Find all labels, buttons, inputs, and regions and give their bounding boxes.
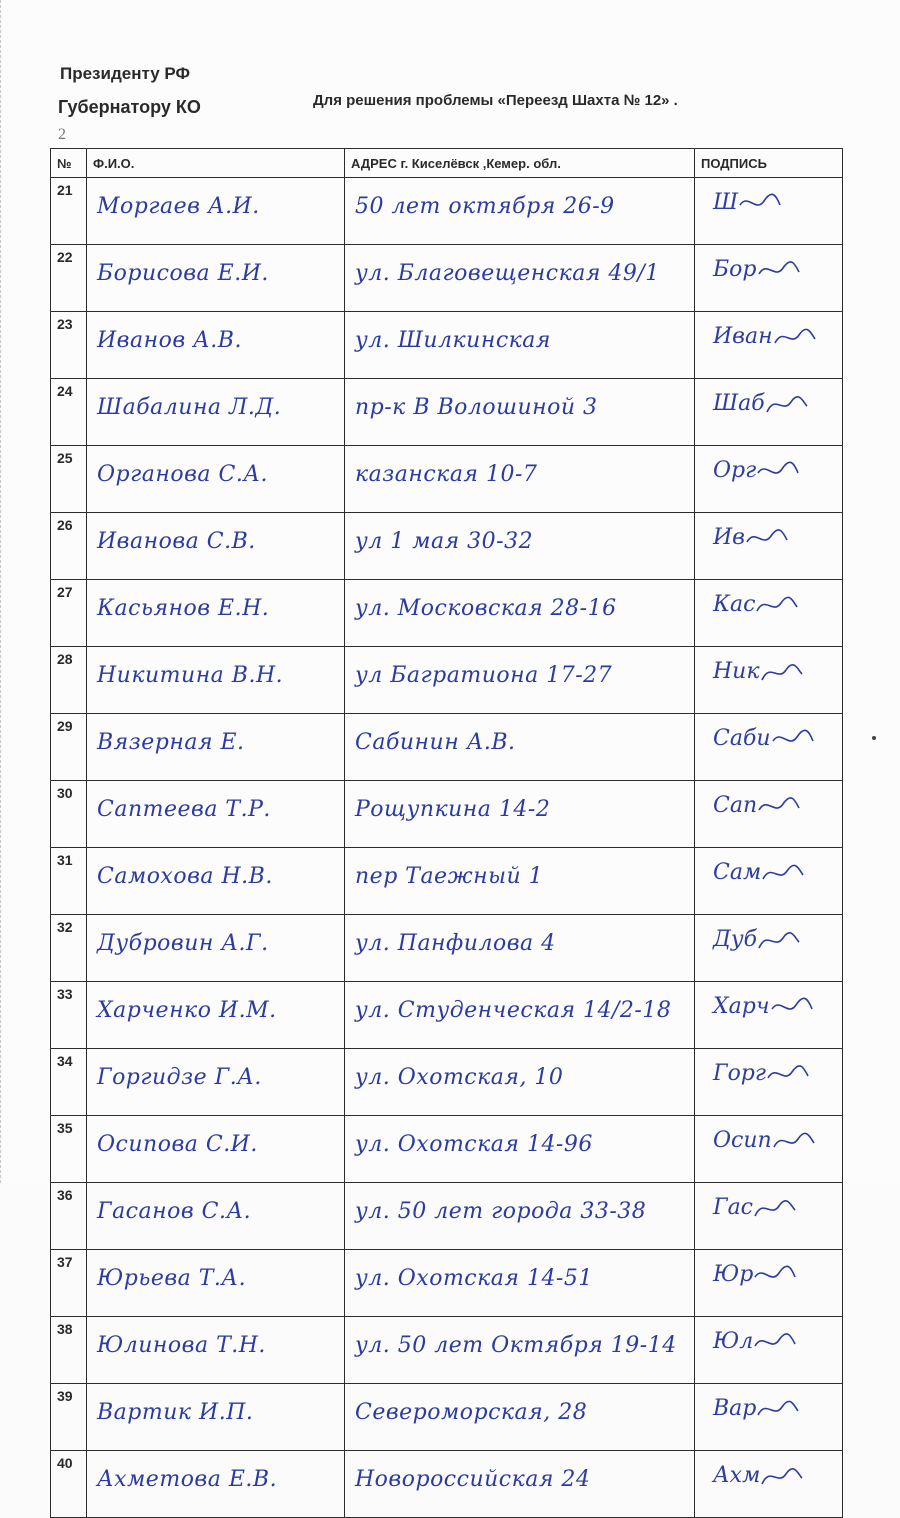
row-address: ул Багратиона 17-27 [345, 647, 695, 714]
petition-purpose: Для решения проблемы «Переезд Шахта № 12» . [313, 92, 678, 109]
table-row [51, 647, 843, 714]
row-number: 21 [51, 178, 87, 245]
signature-flourish [770, 995, 814, 1019]
row-name: Вартик И.П. [87, 1384, 345, 1451]
row-number: 26 [51, 513, 87, 580]
row-name: Ахметова Е.В. [87, 1451, 345, 1518]
row-name: Харченко И.М. [87, 982, 345, 1049]
stray-handwritten-mark: 2 [58, 126, 66, 143]
signature-flourish [773, 325, 817, 349]
signature-flourish [738, 191, 782, 215]
table-row [51, 178, 843, 245]
row-number: 34 [51, 1049, 87, 1116]
signature-flourish [755, 593, 799, 617]
row-signature: Иван [695, 312, 843, 379]
row-signature: Вар [695, 1384, 843, 1451]
row-name: Борисова Е.И. [87, 245, 345, 312]
table-row [51, 580, 843, 647]
row-address: ул. Охотская 14-51 [345, 1250, 695, 1317]
row-name: Касьянов Е.Н. [87, 580, 345, 647]
row-name: Вязерная Е. [87, 714, 345, 781]
signature-flourish [753, 1330, 797, 1354]
row-address: ул 1 мая 30-32 [345, 513, 695, 580]
row-number: 30 [51, 781, 87, 848]
row-address: Североморская, 28 [345, 1384, 695, 1451]
row-signature: Шаб [695, 379, 843, 446]
row-signature: Харч [695, 982, 843, 1049]
row-name: Саптеева Т.Р. [87, 781, 345, 848]
signature-flourish [753, 1263, 797, 1287]
table-row [51, 312, 843, 379]
signature-flourish [761, 861, 805, 885]
table-row [51, 1183, 843, 1250]
row-signature: Ш [695, 178, 843, 245]
row-signature: Гас [695, 1183, 843, 1250]
row-signature: Юл [695, 1317, 843, 1384]
row-number: 39 [51, 1384, 87, 1451]
row-name: Юрьева Т.А. [87, 1250, 345, 1317]
table-row [51, 1317, 843, 1384]
row-number: 35 [51, 1116, 87, 1183]
signature-flourish [753, 1196, 797, 1220]
row-signature: Ив [695, 513, 843, 580]
row-name: Гасанов С.А. [87, 1183, 345, 1250]
row-number: 37 [51, 1250, 87, 1317]
signature-flourish [757, 258, 801, 282]
row-number: 24 [51, 379, 87, 446]
table-row [51, 781, 843, 848]
row-number: 40 [51, 1451, 87, 1518]
signature-flourish [771, 727, 815, 751]
row-signature: Ахм [695, 1451, 843, 1518]
row-address: Рощупкина 14-2 [345, 781, 695, 848]
row-signature: Бор [695, 245, 843, 312]
row-signature: Сап [695, 781, 843, 848]
table-header-row [51, 149, 843, 178]
row-number: 27 [51, 580, 87, 647]
column-header-number: № [51, 149, 87, 178]
row-name: Никитина В.Н. [87, 647, 345, 714]
table-row [51, 714, 843, 781]
signature-flourish [772, 1129, 816, 1153]
signature-flourish [766, 1062, 810, 1086]
row-signature: Юр [695, 1250, 843, 1317]
row-address: ул. Шилкинская [345, 312, 695, 379]
row-number: 23 [51, 312, 87, 379]
row-number: 22 [51, 245, 87, 312]
row-number: 28 [51, 647, 87, 714]
table-row [51, 379, 843, 446]
signature-flourish [765, 392, 809, 416]
row-number: 38 [51, 1317, 87, 1384]
row-number: 25 [51, 446, 87, 513]
table-row [51, 848, 843, 915]
signature-flourish [745, 526, 789, 550]
row-signature: Сам [695, 848, 843, 915]
signature-flourish [757, 794, 801, 818]
row-address: ул. Студенческая 14/2-18 [345, 982, 695, 1049]
row-address: ул. Охотская 14-96 [345, 1116, 695, 1183]
row-name: Органова С.А. [87, 446, 345, 513]
row-address: казанская 10-7 [345, 446, 695, 513]
row-address: ул. Благовещенская 49/1 [345, 245, 695, 312]
column-header-name: Ф.И.О. [87, 149, 345, 178]
row-name: Шабалина Л.Д. [87, 379, 345, 446]
row-signature: Дуб [695, 915, 843, 982]
row-name: Иванов А.В. [87, 312, 345, 379]
scan-edge [0, 0, 9, 1183]
table-row [51, 1384, 843, 1451]
table-row [51, 513, 843, 580]
column-header-signature: ПОДПИСЬ [695, 149, 843, 178]
speck [872, 736, 876, 740]
row-address: ул. Московская 28-16 [345, 580, 695, 647]
addressee-president: Президенту РФ [60, 64, 191, 83]
row-number: 36 [51, 1183, 87, 1250]
row-name: Самохова Н.В. [87, 848, 345, 915]
row-number: 31 [51, 848, 87, 915]
row-address: ул. 50 лет города 33-38 [345, 1183, 695, 1250]
row-address: ул. Панфилова 4 [345, 915, 695, 982]
table-row [51, 1049, 843, 1116]
table-row [51, 982, 843, 1049]
signature-flourish [756, 1397, 800, 1421]
addressee-governor: Губернатору КО [58, 97, 201, 117]
row-signature: Саби [695, 714, 843, 781]
row-name: Горгидзе Г.А. [87, 1049, 345, 1116]
row-name: Дубровин А.Г. [87, 915, 345, 982]
row-signature: Осип [695, 1116, 843, 1183]
signature-flourish [756, 459, 800, 483]
row-name: Моргаев А.И. [87, 178, 345, 245]
signature-flourish [760, 1464, 804, 1488]
table-row [51, 446, 843, 513]
table-row [51, 1250, 843, 1317]
row-address: 50 лет октября 26-9 [345, 178, 695, 245]
row-number: 29 [51, 714, 87, 781]
row-address: пер Таежный 1 [345, 848, 695, 915]
table-row [51, 1451, 843, 1518]
row-address: пр-к В Волошиной 3 [345, 379, 695, 446]
signature-rows [51, 178, 843, 1518]
row-address: Сабинин А.В. [345, 714, 695, 781]
row-name: Юлинова Т.Н. [87, 1317, 345, 1384]
row-name: Осипова С.И. [87, 1116, 345, 1183]
signature-flourish [757, 928, 801, 952]
row-signature: Орг [695, 446, 843, 513]
row-number: 32 [51, 915, 87, 982]
row-address: ул. 50 лет Октября 19-14 [345, 1317, 695, 1384]
row-address: Новороссийская 24 [345, 1451, 695, 1518]
signature-table [50, 148, 843, 1518]
table-row [51, 245, 843, 312]
row-signature: Кас [695, 580, 843, 647]
row-signature: Горг [695, 1049, 843, 1116]
table-row [51, 915, 843, 982]
row-signature: Ник [695, 647, 843, 714]
row-number: 33 [51, 982, 87, 1049]
row-address: ул. Охотская, 10 [345, 1049, 695, 1116]
row-name: Иванова С.В. [87, 513, 345, 580]
column-header-address: АДРЕС г. Киселёвск ,Кемер. обл. [345, 149, 695, 178]
table-row [51, 1116, 843, 1183]
signature-flourish [760, 660, 804, 684]
